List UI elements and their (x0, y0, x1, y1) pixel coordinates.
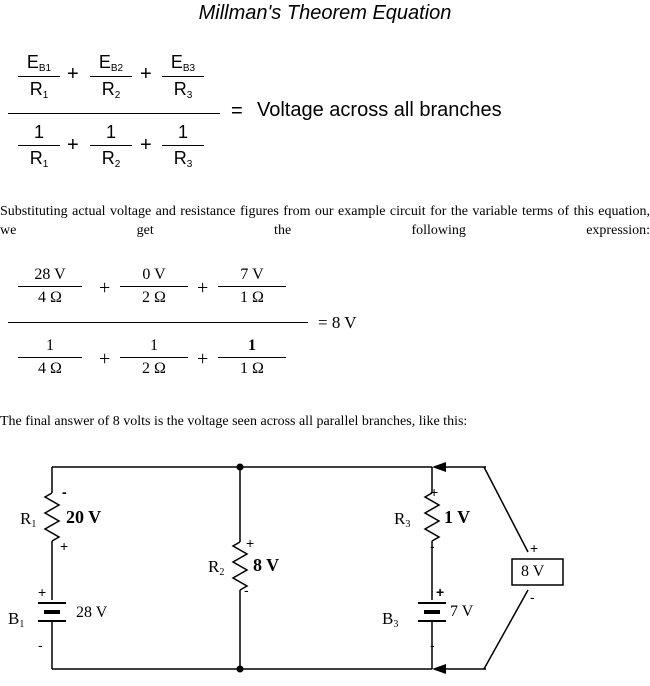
junction-dot (237, 464, 244, 471)
b3-label: $B_3$ (382, 609, 399, 630)
b3-plus: + (436, 584, 445, 600)
eq2-num-term-2: 0 V 2 Ω (120, 266, 188, 307)
b1-plus: + (38, 584, 47, 600)
b1-voltage: 28 V (76, 604, 108, 621)
paragraph-substitution: Substituting actual voltage and resistance figures from our example circuit for the variable terms of this equation, we get the following expression: (0, 204, 650, 238)
plus-sign: + (67, 134, 79, 156)
plus-sign: + (140, 63, 152, 85)
r2-minus: - (244, 582, 249, 598)
r3-label: $R_3$ (394, 509, 411, 530)
eq1-num-term-1: $E_{B1}$ $R_1$ (18, 52, 60, 101)
arrow-head-icon (432, 664, 446, 674)
eq2-den-term-2: 1 2 Ω (120, 337, 188, 378)
r2-label: $R_2$ (208, 557, 225, 578)
meter-lead (484, 467, 528, 552)
eq1-num-term-2: $E_{B2}$ $R_2$ (90, 52, 132, 101)
r3-voltage: 1 V (444, 507, 471, 527)
junction-dot (237, 666, 244, 673)
r3-resistor (425, 493, 439, 541)
meter-lead (484, 590, 528, 669)
b3-voltage: 7 V (450, 603, 474, 620)
b1-battery (38, 603, 66, 621)
r3-minus: - (430, 538, 435, 554)
eq1-den-term-2: 1 $R_2$ (90, 122, 132, 170)
eq2-num-term-1: 28 V 4 Ω (18, 266, 82, 307)
page-title: Millman's Theorem Equation (198, 2, 452, 24)
paragraph-final-answer: The final answer of 8 volts is the voltage seen across all parallel branches, like this: (0, 414, 468, 429)
plus-sign: + (67, 63, 79, 85)
voltmeter-reading: 8 V (521, 563, 545, 580)
r1-resistor (45, 493, 59, 541)
b1-label: $B_1$ (8, 609, 25, 630)
b1-minus: - (38, 637, 43, 653)
eq2-den-term-1: 1 4 Ω (18, 337, 82, 378)
equation1-result: Voltage across all branches (257, 99, 502, 121)
meter-plus: + (530, 540, 539, 556)
plus-sign: + (140, 134, 152, 156)
r1-voltage: 20 V (66, 507, 102, 527)
r2-plus: + (246, 535, 255, 551)
eq1-den-term-3: 1 $R_3$ (162, 122, 204, 170)
r2-voltage: 8 V (253, 555, 280, 575)
r1-minus: - (62, 484, 67, 500)
b3-minus: - (430, 637, 435, 653)
plus-sign: + (99, 277, 111, 299)
equals-sign: = (231, 100, 243, 122)
r1-label: $R_1$ (20, 509, 37, 530)
equation2-result: = 8 V (318, 313, 357, 332)
eq2-num-term-3: 7 V 1 Ω (218, 266, 286, 307)
arrow-head-icon (432, 462, 446, 472)
r3-plus: + (430, 484, 439, 500)
plus-sign: + (99, 348, 111, 370)
eq2-den-term-3: 1 1 Ω (218, 337, 286, 378)
plus-sign: + (197, 348, 209, 370)
eq1-num-term-3: $E_{B3}$ $R_3$ (162, 52, 204, 101)
r1-plus: + (60, 538, 69, 554)
plus-sign: + (197, 277, 209, 299)
b3-battery (418, 603, 446, 621)
meter-minus: - (530, 589, 535, 605)
eq1-den-term-1: 1 $R_1$ (18, 122, 60, 170)
